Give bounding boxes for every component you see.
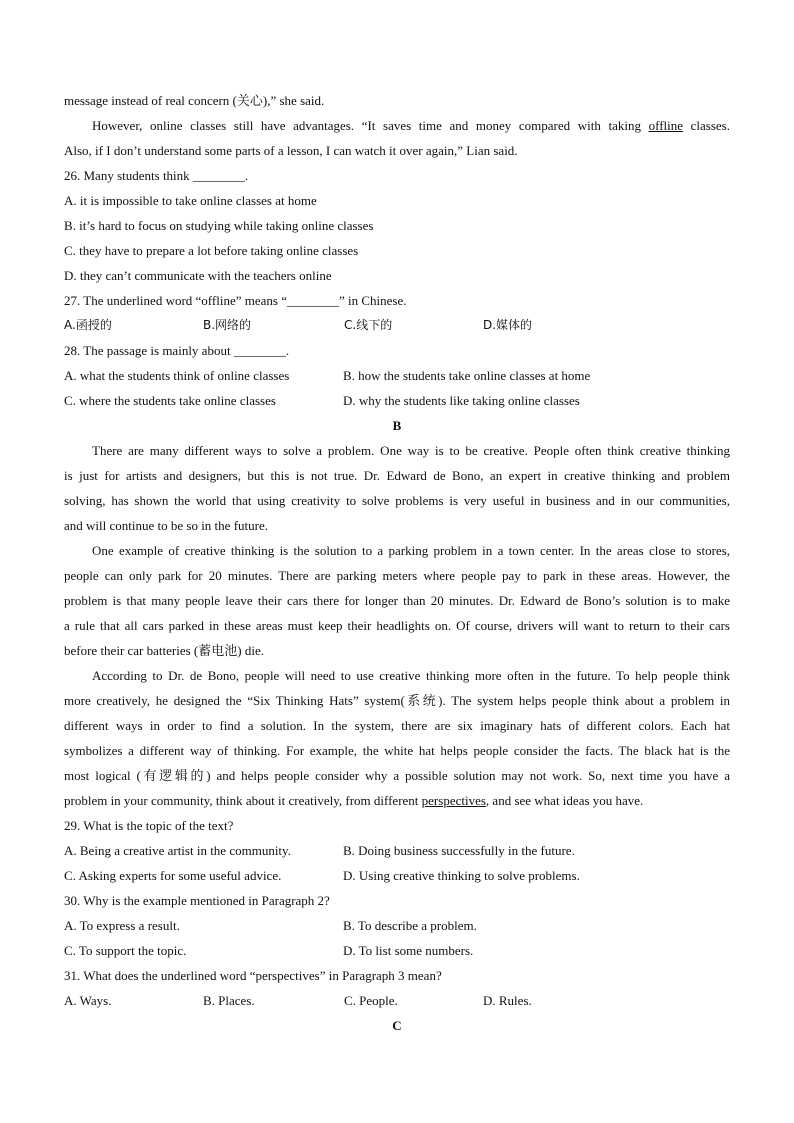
section-heading-b: B xyxy=(392,418,402,433)
underlined-word-perspectives: perspectives xyxy=(421,793,486,808)
option-b: B. Places. xyxy=(203,993,255,1008)
paragraph-line: problem in your community, think about it creatively, from different perspectives, and see what ideas you have. xyxy=(64,793,644,808)
options-row xyxy=(64,838,730,863)
options-row xyxy=(64,938,730,963)
paragraph-line: solving, has shown the world that using creativity to solve problems is very useful in business and in our communities, xyxy=(64,493,730,508)
question-stem: 28. The passage is mainly about ________. xyxy=(64,343,290,358)
option-a: A. Ways. xyxy=(64,993,112,1008)
option-d: D. Rules. xyxy=(483,993,532,1008)
exam-page xyxy=(64,88,730,1038)
option-c: C. Asking experts for some useful advice. xyxy=(64,868,282,883)
paragraph-line: problem is that many people leave their cars there for longer than 20 minutes. Dr. Edward de Bono’s solution is to make xyxy=(64,593,730,608)
options-row xyxy=(64,388,730,413)
paragraph-line: There are many different ways to solve a problem. One way is to be creative. People often think creative thinking xyxy=(92,443,730,458)
option-d: D. Using creative thinking to solve problems. xyxy=(343,868,580,883)
paragraph-line: However, online classes still have advantages. “It saves time and money compared with taking offline classes. xyxy=(92,118,730,133)
options-row xyxy=(64,363,730,388)
option-b: B. Doing business successfully in the future. xyxy=(343,843,575,858)
option-c: C. where the students take online classes xyxy=(64,393,276,408)
underlined-word-offline: offline xyxy=(648,118,684,133)
paragraph-line: more creatively, he designed the “Six Thinking Hats” system(系统). The system helps people think about a problem in xyxy=(64,693,730,708)
option-d: D. why the students like taking online classes xyxy=(343,393,580,408)
paragraph-line: Also, if I don’t understand some parts of a lesson, I can watch it over again,” Lian said. xyxy=(64,143,518,158)
option-a: A.函授的 xyxy=(64,318,112,332)
option-d: D. To list some numbers. xyxy=(343,943,474,958)
option-c: C. they have to prepare a lot before taking online classes xyxy=(64,243,359,258)
question-30 xyxy=(64,888,730,963)
option-b: B.网络的 xyxy=(203,318,252,332)
option-c: C. People. xyxy=(344,993,398,1008)
paragraph-line: is just for artists and designers, but this is not true. Dr. Edward de Bono, an expert in creative thinking and problem xyxy=(64,468,730,483)
passage-b-paragraph-3 xyxy=(64,663,730,813)
option-c: C.线下的 xyxy=(344,318,393,332)
paragraph-line: most logical (有逻辑的) and helps people consider why a possible solution may not work. So, next time you have a xyxy=(64,768,730,783)
option-d: D.媒体的 xyxy=(483,318,533,332)
question-stem: 31. What does the underlined word “perspectives” in Paragraph 3 mean? xyxy=(64,968,442,983)
section-heading-c: C xyxy=(392,1018,402,1033)
passage-a-paragraph-tail: message instead of real concern (关心),” she said. xyxy=(64,93,325,108)
passage-b-paragraph-1 xyxy=(64,438,730,538)
paragraph-line: and will continue to be so in the future. xyxy=(64,518,268,533)
question-stem: 30. Why is the example mentioned in Paragraph 2? xyxy=(64,893,330,908)
question-stem: 29. What is the topic of the text? xyxy=(64,818,234,833)
paragraph-line: people can only park for 20 minutes. There are parking meters where people pay to park in these areas. However, the xyxy=(64,568,730,583)
option-a: A. what the students think of online classes xyxy=(64,368,290,383)
option-c: C. To support the topic. xyxy=(64,943,187,958)
option-a: A. it is impossible to take online classes at home xyxy=(64,193,317,208)
option-b: B. To describe a problem. xyxy=(343,918,477,933)
options-row xyxy=(64,988,730,1013)
option-b: B. how the students take online classes at home xyxy=(343,368,591,383)
question-28 xyxy=(64,338,730,413)
question-29 xyxy=(64,813,730,888)
question-31 xyxy=(64,963,730,1013)
option-b: B. it’s hard to focus on studying while taking online classes xyxy=(64,218,374,233)
option-d: D. they can’t communicate with the teachers online xyxy=(64,268,332,283)
passage-b-paragraph-2 xyxy=(64,538,730,663)
paragraph-line: One example of creative thinking is the solution to a parking problem in a town center. In the areas close to stores, xyxy=(92,543,730,558)
paragraph-line: different ways in order to find a solution. In the system, there are six imaginary hats of different colors. Each hat xyxy=(64,718,730,733)
paragraph-line: According to Dr. de Bono, people will need to use creative thinking more often in the future. To help people think xyxy=(92,668,730,683)
options-row xyxy=(64,863,730,888)
question-stem: 27. The underlined word “offline” means “________” in Chinese. xyxy=(64,293,407,308)
options-row xyxy=(64,313,730,338)
options-row xyxy=(64,913,730,938)
option-a: A. To express a result. xyxy=(64,918,180,933)
question-27 xyxy=(64,288,730,338)
paragraph-line: a rule that all cars parked in these areas must keep their headlights on. Of course, drivers will want to return to their cars xyxy=(64,618,730,633)
question-stem: 26. Many students think ________. xyxy=(64,168,249,183)
question-26 xyxy=(64,163,730,288)
paragraph-line: symbolizes a different way of thinking. For example, the white hat helps people consider the facts. The black hat is the xyxy=(64,743,730,758)
option-a: A. Being a creative artist in the community. xyxy=(64,843,291,858)
passage-a-paragraph xyxy=(64,113,730,163)
paragraph-line: before their car batteries (蓄电池) die. xyxy=(64,643,264,658)
